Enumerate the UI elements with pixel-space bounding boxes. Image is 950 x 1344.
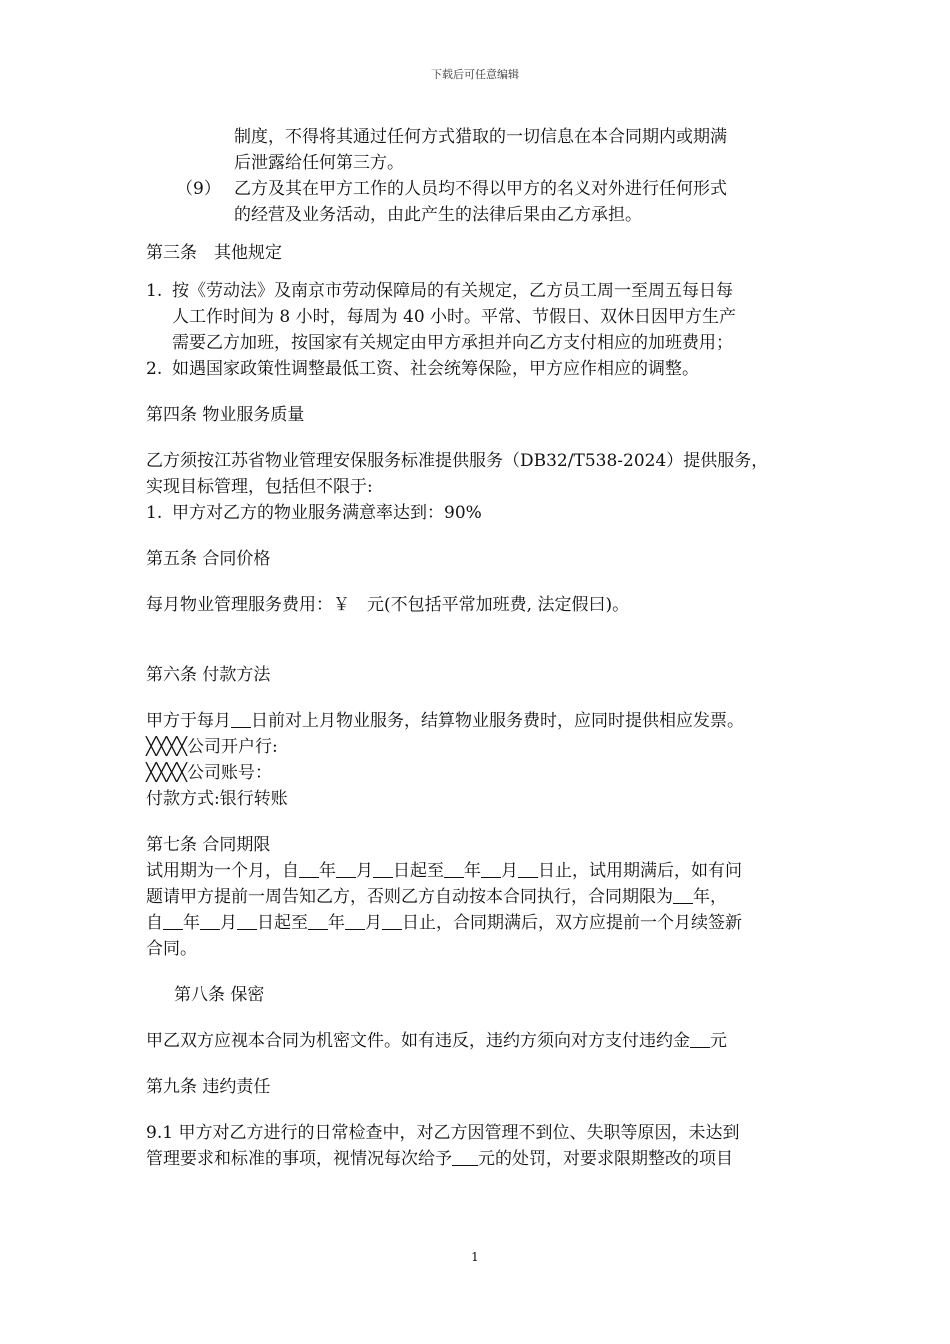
article7-text-line2: 题请甲方提前一周告知乙方，否则乙方自动按本合同执行，合同期限为 年， xyxy=(146,887,727,907)
article4-text-line1: 乙方须按江苏省物业管理安保服务标准提供服务（DB32/T538-2024）提供服务， xyxy=(146,451,769,471)
article7-text-line3: 自 年 月 日起至 年 月 日止，合同期满后，双方应提前一个月续签新 xyxy=(146,913,742,933)
article5-text: 每月物业管理服务费用：￥ 元(不包括平常加班费, 法定假曰)。 xyxy=(146,595,630,615)
list-item: 1. 甲方对乙方的物业服务满意率达到：90% xyxy=(146,503,482,523)
item9-line2: 的经营及业务活动，由此产生的法律后果由乙方承担。 xyxy=(234,205,642,225)
item9-label: （9） xyxy=(176,179,221,199)
article6-method: 付款方式:银行转账 xyxy=(146,789,288,809)
article8-title: 第八条 保密 xyxy=(174,985,265,1005)
article9-title: 第九条 违约责任 xyxy=(146,1077,271,1097)
page-number: 1 xyxy=(471,1250,479,1264)
document-body xyxy=(146,124,816,1172)
item9 xyxy=(146,176,816,202)
article3-list: 1. 按《劳动法》及南京市劳动保障局的有关规定，乙方员工周一至周五每日每 人工作时间为 8 小时，每周为 40 小时。平常、节假日、双休日因甲方生产 需要乙方加班，按国家有关规定由甲方承担并向乙方支付相应的加班费用； 2. 如遇国家政策性调整最低工资、社会统筹保险，甲方应作相应的调整。 xyxy=(146,278,816,382)
article8-text: 甲乙双方应视本合同为机密文件。如有违反，违约方须向对方支付违约金 元 xyxy=(146,1031,727,1051)
article6-account: ╳╳╳╳公司账号： xyxy=(146,763,272,783)
article5-title: 第五条 合同价格 xyxy=(146,549,271,569)
article7-title: 第七条 合同期限 xyxy=(146,835,271,855)
list-item: 2. 如遇国家政策性调整最低工资、社会统筹保险，甲方应作相应的调整。 xyxy=(146,359,699,379)
article7-text-line4: 合同。 xyxy=(146,939,197,959)
article7-text-line1: 试用期为一个月，自 年 月 日起至 年 月 日止，试用期满后，如有问 xyxy=(146,861,742,881)
fill-in-blank xyxy=(231,711,251,728)
article6-bank: ╳╳╳╳公司开户行: xyxy=(146,737,278,757)
article6-title: 第六条 付款方法 xyxy=(146,665,271,685)
page-header: 下载后可任意编辑 xyxy=(431,68,519,81)
article6-text-line1: 甲方于每月 日前对上月物业服务，结算物业服务费时，应同时提供相应发票。 xyxy=(146,711,744,731)
item9-line1: 乙方及其在甲方工作的人员均不得以甲方的名义对外进行任何形式 xyxy=(234,179,727,199)
article3-title: 第三条 其他规定 xyxy=(146,243,282,263)
list-item: 1. 按《劳动法》及南京市劳动保障局的有关规定，乙方员工周一至周五每日每 xyxy=(146,281,733,301)
item8-continuation-line1: 制度，不得将其通过任何方式猎取的一切信息在本合同期内或期满 xyxy=(234,127,727,147)
article9-text-line2: 管理要求和标准的事项，视情况每次给予 元的处罚，对要求限期整改的项目 xyxy=(146,1149,733,1169)
article4-title: 第四条 物业服务质量 xyxy=(146,405,305,425)
item8-continuation-line2: 后泄露给任何第三方。 xyxy=(234,153,404,173)
article9-text-line1: 9.1 甲方对乙方进行的日常检查中，对乙方因管理不到位、失职等原因，未达到 xyxy=(146,1123,740,1143)
article4-text-line2: 实现目标管理，包括但不限于: xyxy=(146,477,373,497)
